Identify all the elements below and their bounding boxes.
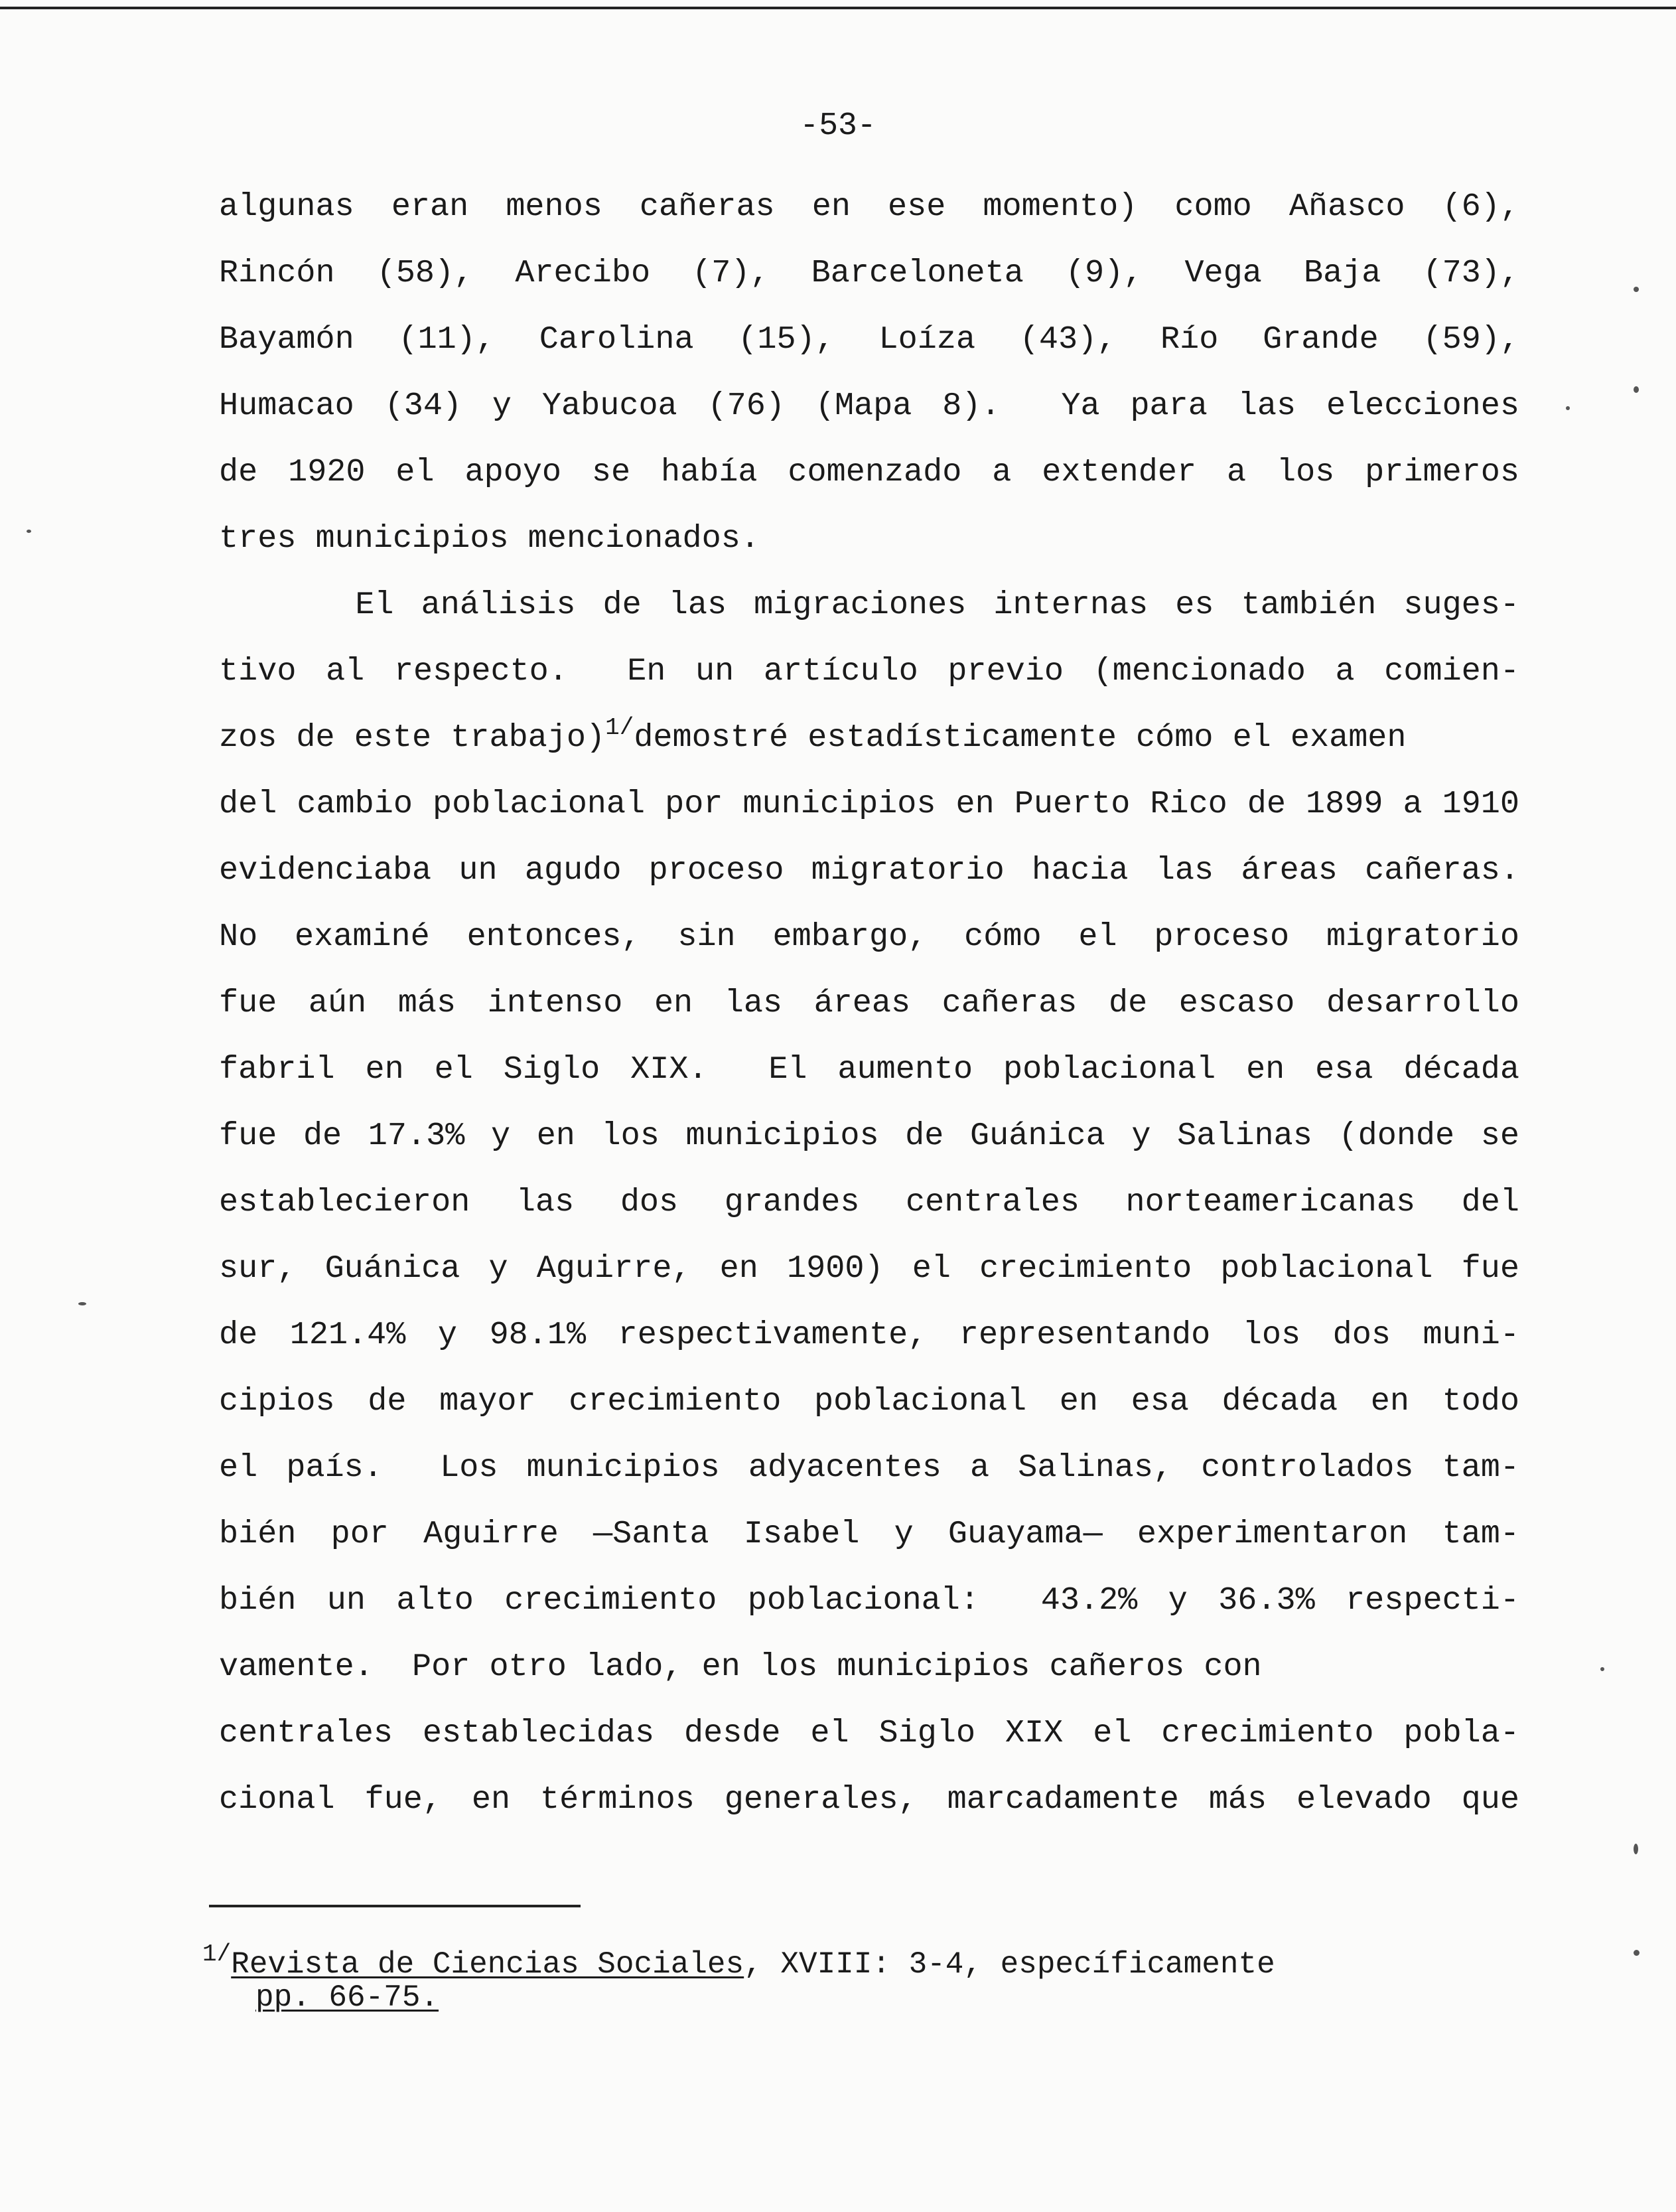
footnote-separator <box>209 1905 581 1907</box>
text-line-5: de 1920 el apoyo se había comenzado a extender a los primeros <box>219 454 1519 490</box>
text-line-13: fue aún más intenso en las áreas cañeras de escaso desarrollo <box>219 985 1519 1021</box>
text-line-15: fue de 17.3% y en los municipios de Guánica y Salinas (donde se <box>219 1118 1519 1154</box>
scan-speck <box>1634 386 1639 393</box>
text-line-22: bién un alto crecimiento poblacional: 43.2% y 36.3% respecti- <box>219 1582 1519 1619</box>
text-line-9 <box>219 714 1407 759</box>
text-line-16: establecieron las dos grandes centrales norteamericanas del <box>219 1184 1519 1220</box>
text-line-9-start: zos de este trabajo) <box>219 719 606 756</box>
text-line-25: cional fue, en términos generales, marcadamente más elevado que <box>219 1781 1519 1818</box>
text-line-18: de 121.4% y 98.1% respectivamente, representando los dos muni- <box>219 1317 1519 1353</box>
text-line-20: el país. Los municipios adyacentes a Salinas, controlados tam- <box>219 1449 1519 1486</box>
scan-speck <box>78 1302 86 1305</box>
text-line-3: Bayamón (11), Carolina (15), Loíza (43), Río Grande (59), <box>219 321 1519 358</box>
text-line-2: Rincón (58), Arecibo (7), Barceloneta (9), Vega Baja (73), <box>219 255 1519 291</box>
footnote-journal-title: Revista de Ciencias Sociales <box>231 1947 744 1982</box>
text-line-23: vamente. Por otro lado, en los municipios cañeros con <box>219 1649 1262 1685</box>
text-line-14: fabril en el Siglo XIX. El aumento poblacional en esa década <box>219 1051 1519 1088</box>
text-line-12: No examiné entonces, sin embargo, cómo el proceso migratorio <box>219 919 1519 955</box>
text-line-6: tres municipios mencionados. <box>219 520 760 557</box>
footnote-marker: 1/ <box>202 1941 232 1968</box>
top-border-rule <box>0 7 1676 9</box>
scan-speck <box>1634 1950 1640 1956</box>
footnote-citation: , XVIII: 3-4, específicamente <box>744 1947 1275 1982</box>
scan-speck <box>1634 287 1639 292</box>
text-line-9-end: demostré estadísticamente cómo el examen <box>634 719 1407 756</box>
text-line-19: cipios de mayor crecimiento poblacional en esa década en todo <box>219 1383 1519 1420</box>
text-line-11: evidenciaba un agudo proceso migratorio hacia las áreas cañeras. <box>219 852 1519 889</box>
scan-speck <box>1634 1844 1638 1854</box>
footnote-pages: pp. 66-75. <box>255 1980 439 2015</box>
scan-speck <box>1566 406 1570 410</box>
text-line-24: centrales establecidas desde el Siglo XIX el crecimiento pobla- <box>219 1715 1519 1751</box>
text-line-1: algunas eran menos cañeras en ese momento) como Añasco (6), <box>219 188 1519 225</box>
scan-speck <box>27 530 31 533</box>
footnote-line-1 <box>202 1941 1275 1982</box>
text-line-4: Humacao (34) y Yabucoa (76) (Mapa 8). Ya para las elecciones <box>219 388 1519 424</box>
text-line-8: tivo al respecto. En un artículo previo (mencionado a comien- <box>219 653 1519 690</box>
text-line-17: sur, Guánica y Aguirre, en 1900) el crecimiento poblacional fue <box>219 1250 1519 1287</box>
text-line-10: del cambio poblacional por municipios en Puerto Rico de 1899 a 1910 <box>219 786 1519 822</box>
text-line-21: bién por Aguirre —Santa Isabel y Guayama— experimentaron tam- <box>219 1516 1519 1552</box>
footnote-reference: 1/ <box>605 714 634 741</box>
text-line-7: El análisis de las migraciones internas es también suges- <box>219 587 1519 623</box>
scan-speck <box>1600 1667 1604 1671</box>
page-number: -53- <box>800 108 876 144</box>
footnote-line-2 <box>255 1981 439 2014</box>
